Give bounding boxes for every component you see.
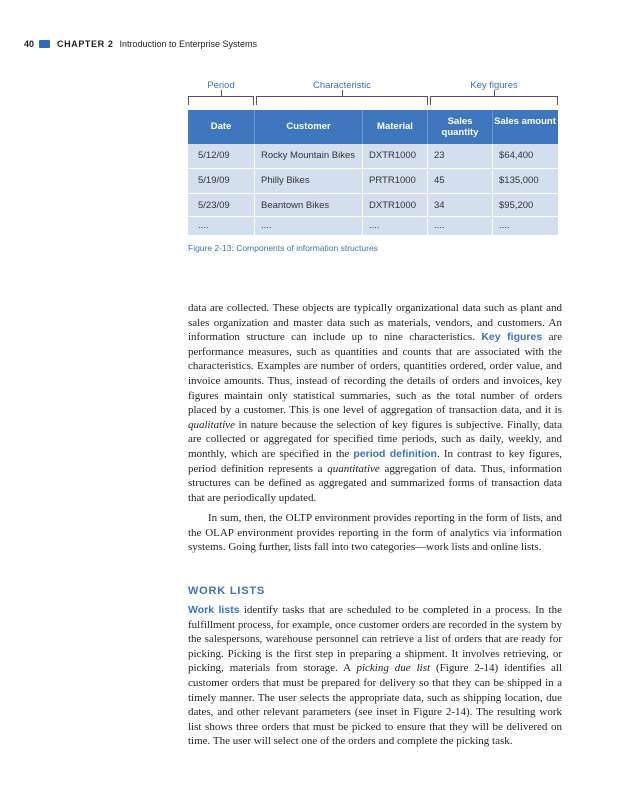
cell-sales-quantity: .... (434, 220, 445, 231)
cell-material: DXTR1000 (369, 200, 416, 211)
cell-date: .... (198, 220, 209, 231)
cell-sales-amount: .... (499, 220, 510, 231)
cell-sales-amount: $95,200 (499, 200, 534, 211)
cell-sales-quantity: 23 (434, 150, 445, 161)
information-structure-table (188, 110, 558, 235)
col-header-material: Material (377, 121, 413, 132)
cell-customer: .... (261, 220, 272, 231)
body-paragraph: Work lists identify tasks that are scheduled to be completed in a process. In the fulfillment process, for example, once customer orders are recorded in the system by the salespersons, warehouse personnel can retrieve a list of orders that are ready for picking. Picking is the first step in preparing a shipment. It involves retrieving, or picking, materials from storage. A picking due list (Figure 2-14) identifies all customer orders that must be prepared for delivery so that they can be shipped in a timely manner. The user selects the appropriate data, such as shipping location, due dates, and other relevant parameters (see inset in Figure 2-14). The resulting work list shows three orders that must be picked to ensure that they will be delivered on time. The user will select one of the orders and complete the picking task. (188, 604, 562, 748)
col-header-sales-quantity: Sales quantity (441, 116, 479, 138)
col-header-sales-amount: Sales amount (494, 116, 556, 127)
chapter-title: Introduction to Enterprise Systems (119, 39, 257, 49)
body-paragraph: In sum, then, the OLTP environment provides reporting in the form of lists, and the OLAP environment provides reporting in the form of analytics via information systems. Going further, lists fall into two categories—work lists and online lists. (188, 512, 562, 554)
key-term-period-definition: period definition (353, 447, 437, 460)
cell-customer: Rocky Mountain Bikes (261, 150, 355, 161)
group-label-characteristic: Characteristic (312, 80, 372, 91)
group-label-key-figures: Key figures (470, 80, 518, 91)
table-row (188, 169, 558, 193)
bracket-key-figures (430, 96, 558, 105)
table-header (188, 110, 558, 144)
cell-customer: Philly Bikes (261, 175, 310, 186)
cell-date: 5/23/09 (198, 200, 230, 211)
chapter-label: CHAPTER 2 (57, 39, 114, 49)
cell-material: DXTR1000 (369, 150, 416, 161)
cell-material: .... (369, 220, 380, 231)
cell-sales-quantity: 45 (434, 175, 445, 186)
bracket-characteristic (256, 96, 428, 105)
running-header (24, 37, 257, 51)
col-header-date: Date (210, 121, 232, 132)
cell-sales-amount: $64,400 (499, 150, 534, 161)
cell-material: PRTR1000 (369, 175, 416, 186)
cell-sales-amount: $135,000 (499, 175, 539, 186)
cell-customer: Beantown Bikes (261, 200, 330, 211)
chapter-marker-icon (39, 40, 50, 48)
table-row (188, 144, 558, 168)
cell-date: 5/19/09 (198, 175, 230, 186)
col-header-customer: Customer (286, 121, 331, 132)
table-row (188, 217, 558, 235)
cell-date: 5/12/09 (198, 150, 230, 161)
cell-sales-quantity: 34 (434, 200, 445, 211)
body-paragraph: data are collected. These objects are typically organizational data such as plant and sales organization and master data such as materials, vendors, and customers. An information structure can include up to nine characteristics. Key figures are performance measures, such as quantities and counts that are associated with the characteristics. Examples are number of orders, quantities ordered, order value, and invoice amounts. Thus, instead of recording the details of orders and invoices, key figures maintain only statistical summaries, such as the total number of orders placed by a customer. This is one level of aggregation of transaction data, and it is qualitative in nature because the selection of key figures is subjective. Finally, data are collected or aggregated for specified time periods, such as daily, weekly, and monthly, which are specified in the period definition. In contrast to key figures, period definition represents a quantitative aggregation of data. Thus, information structures can be defined as aggregated and summarized forms of transaction data that are periodically updated. (188, 302, 562, 504)
key-term-key-figures: Key figures (481, 331, 543, 344)
group-label-period: Period (207, 80, 235, 91)
table-row (188, 194, 558, 218)
page-number: 40 (24, 39, 35, 49)
section-heading: WORK LISTS (188, 585, 266, 597)
figure-caption: Figure 2-13: Components of information structures (188, 243, 378, 253)
bracket-period (188, 96, 254, 105)
key-term-work-lists: Work lists (188, 604, 240, 616)
